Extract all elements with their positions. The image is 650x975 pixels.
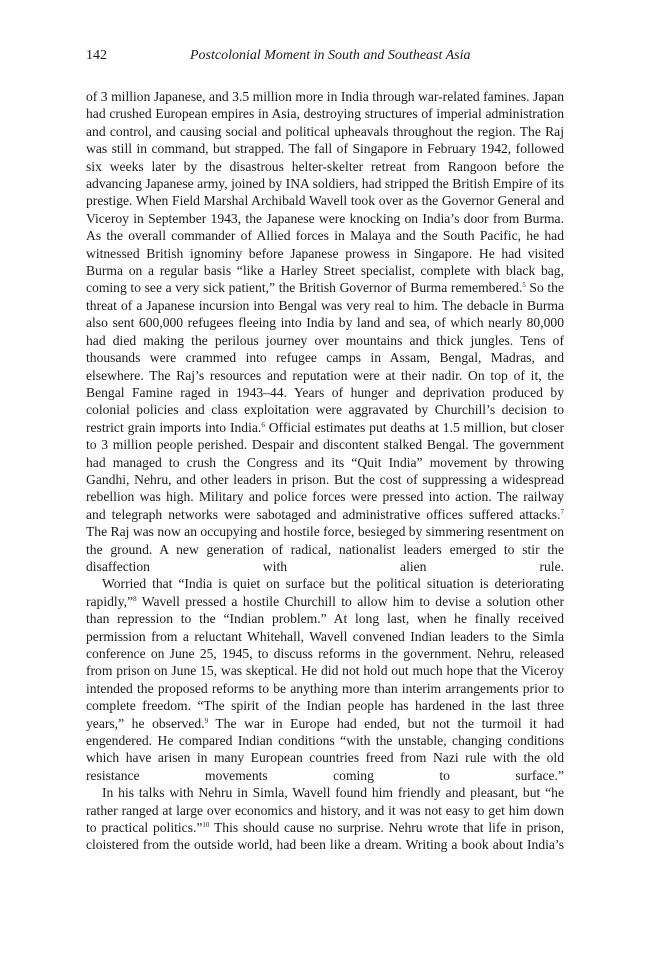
text-segment: The Raj was now an occupying and hostile force, besieged by simmering resentment on the ground. A new generation of radical, nationalist leaders emerged to stir the disaffection with alien rule. xyxy=(86,524,564,574)
text-segment: So the threat of a Japanese incursion into Bengal was very real to him. The debacle in Burma also sent 600,000 refugees fleeing into India by land and sea, of which nearly 80,000 had died making the perilous journey over mountains and thick jungles. Tens of thousands were crammed into refugee camps in Assam, Bengal, Madras, and elsewhere. The Raj’s resources and reputation were at their nadir. On top of it, the Bengal Famine raged in 1943–44. Years of hunger and deprivation produced by colonial policies and class exploitation were aggravated by Churchill’s decision to restrict grain imports into India. xyxy=(86,280,564,435)
text-segment: In his talks with Nehru in Simla, Wavell found him friendly and pleasant, but “he rather ranged at large over economics and history, and it was not easy to get him down to practical politics.” xyxy=(86,785,564,836)
running-head xyxy=(86,46,564,66)
footnote-marker-10: 10 xyxy=(202,821,210,830)
footnote-marker-5: 5 xyxy=(522,281,526,290)
text-segment: Worried that “India is quiet on surface but the political situation is deteriorating rapidly,” xyxy=(86,576,564,609)
paragraph-3 xyxy=(86,784,564,854)
footnote-marker-9: 9 xyxy=(204,716,209,725)
paragraph-2 xyxy=(86,575,564,784)
footnote-marker-6: 6 xyxy=(261,420,265,429)
footnote-marker-7: 7 xyxy=(560,507,564,516)
text-segment: The war in Europe had ended, but not the turmoil it had engendered. He compared Indian conditions “with the unstable, changing conditions which have arisen in many European countries freed from Nazi rule with the old resistance movements coming to surface.” xyxy=(86,715,564,783)
running-title: Postcolonial Moment in South and Southeast Asia xyxy=(190,48,471,63)
page-number: 142 xyxy=(86,48,107,63)
text-segment: Wavell pressed a hostile Churchill to allow him to devise a solution other than repression to the “Indian problem.” At long last, when he finally received permission from a reluctant Whitehall, Wavell convened Indian leaders to the Simla conference on June 25, 1945, to discuss reforms in the government. Nehru, released from prison on June 15, was skeptical. He did not hold out much hope that the Viceroy intended the proposed reforms to be anything more than interim arrangements prior to complete freedom. “The spirit of the Indian people has hardened in the last three years,” he observed. xyxy=(86,593,564,731)
body-text xyxy=(86,88,564,854)
footnote-marker-8: 8 xyxy=(133,594,137,603)
text-segment: This should cause no surprise. Nehru wrote that life in prison, cloistered from the outside world, had been like a dream. Writing a book about India’s xyxy=(86,820,564,853)
paragraph-1 xyxy=(86,88,564,575)
text-segment: of 3 million Japanese, and 3.5 million more in India through war-related famines. Japan had crushed European empires in Asia, destroying structures of imperial administration and control, and causing social and political upheavals throughout the region. The Raj was still in command, but strapped. The fall of Singapore in February 1942, followed six weeks later by the disastrous helter-skelter retreat from Rangoon before the advancing Japanese army, joined by INA soldiers, had stripped the British Empire of its prestige. When Field Marshal Archibald Wavell took over as the Governor General and Viceroy in September 1943, the Japanese were knocking on India’s door from Burma. As the overall commander of Allied forces in Malaya and the South Pacific, he had witnessed British ignominy before Japanese prowess in Singapore. He had visited Burma on a regular basis “like a Harley Street specialist, complete with black bag, coming to see a very sick patient,” the British Governor of Burma remembered. xyxy=(86,89,564,296)
text-segment: Official estimates put deaths at 1.5 million, but closer to 3 million people perished. Despair and discontent stalked Bengal. The government had managed to crush the Congress and its “Quit India” movement by throwing Gandhi, Nehru, and other leaders in prison. But the cost of suppressing a widespread rebellion was high. Military and police forces were pressed into action. The railway and telegraph networks were sabotaged and administrative offices suffered attacks. xyxy=(86,419,564,522)
